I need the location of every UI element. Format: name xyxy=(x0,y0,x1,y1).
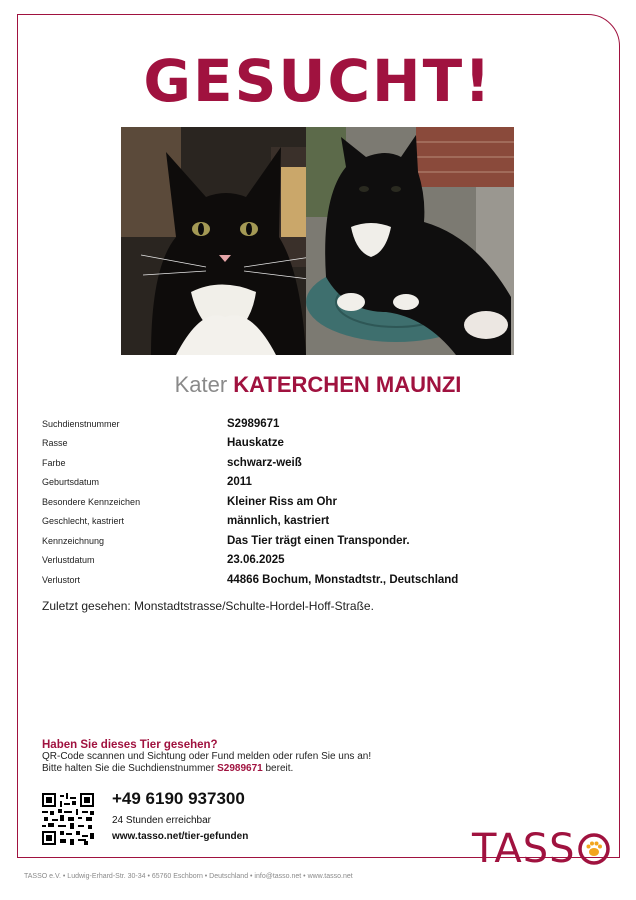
cta-question: Haben Sie dieses Tier gesehen? xyxy=(42,739,218,751)
cta-line-2-before: Bitte halten Sie die Suchdienstnummer xyxy=(42,763,215,774)
fact-value: Das Tier trägt einen Transponder. xyxy=(227,534,410,547)
fact-row-verlustort xyxy=(42,570,602,590)
fact-label: Geburtsdatum xyxy=(42,477,100,488)
cta-line-2 xyxy=(42,763,371,775)
fact-value: männlich, kastriert xyxy=(227,515,330,528)
paw-icon xyxy=(576,831,612,867)
fact-label: Verlustort xyxy=(42,574,81,585)
phone-number[interactable]: +49 6190 937300 xyxy=(112,789,245,808)
fact-value: 23.06.2025 xyxy=(227,554,285,567)
fact-label: Farbe xyxy=(42,457,66,468)
fact-label: Rasse xyxy=(42,438,68,449)
website-link[interactable]: www.tasso.net/tier-gefunden xyxy=(112,831,249,842)
animal-kind: Kater xyxy=(174,372,228,397)
fact-row-geschlecht xyxy=(42,512,602,532)
cta-search-number: S2989671 xyxy=(217,763,263,774)
fact-row-suchdienstnummer xyxy=(42,414,602,434)
fact-value: Kleiner Riss am Ohr xyxy=(227,495,337,508)
call-to-action xyxy=(42,739,371,775)
fact-label: Verlustdatum xyxy=(42,555,95,566)
fact-value: 2011 xyxy=(227,476,252,489)
qr-code[interactable] xyxy=(42,793,94,845)
fact-label: Kennzeichnung xyxy=(42,535,105,546)
cat-photo-lying xyxy=(306,127,514,355)
tasso-logo xyxy=(472,826,612,872)
availability-text: 24 Stunden erreichbar xyxy=(112,815,211,826)
facts-table xyxy=(42,414,602,590)
logo-text: TASS xyxy=(472,826,576,872)
fact-label: Geschlecht, kastriert xyxy=(42,516,125,527)
fact-row-geburtsdatum xyxy=(42,473,602,493)
fact-value: 44866 Bochum, Monstadtstr., Deutschland xyxy=(227,573,459,586)
fact-row-kennzeichnung xyxy=(42,531,602,551)
fact-value: S2989671 xyxy=(227,417,280,430)
footer-address: TASSO e.V. • Ludwig-Erhard-Str. 30-34 • 65760 Eschborn • Deutschland • info@tasso.net • www.tasso.net xyxy=(24,873,353,880)
animal-heading xyxy=(0,370,636,400)
fact-label: Besondere Kennzeichen xyxy=(42,496,141,507)
poster-title: GESUCHT! xyxy=(143,47,493,115)
cta-line-2-after: bereit. xyxy=(265,763,294,774)
cat-photo-portrait xyxy=(121,127,329,355)
last-seen-note: Zuletzt gesehen: Monstadtstrasse/Schulte-Hordel-Hoff-Straße. xyxy=(42,599,374,613)
fact-row-rasse xyxy=(42,434,602,454)
fact-row-farbe xyxy=(42,453,602,473)
fact-value: schwarz-weiß xyxy=(227,456,302,469)
fact-label: Suchdienstnummer xyxy=(42,418,120,429)
animal-name: KATERCHEN MAUNZI xyxy=(233,372,462,397)
fact-row-verlustdatum xyxy=(42,551,602,571)
fact-row-kennzeichen xyxy=(42,492,602,512)
contact-block xyxy=(112,788,248,842)
cta-line-1: QR-Code scannen und Sichtung oder Fund melden oder rufen Sie uns an! xyxy=(42,751,372,762)
fact-value: Hauskatze xyxy=(227,437,284,450)
